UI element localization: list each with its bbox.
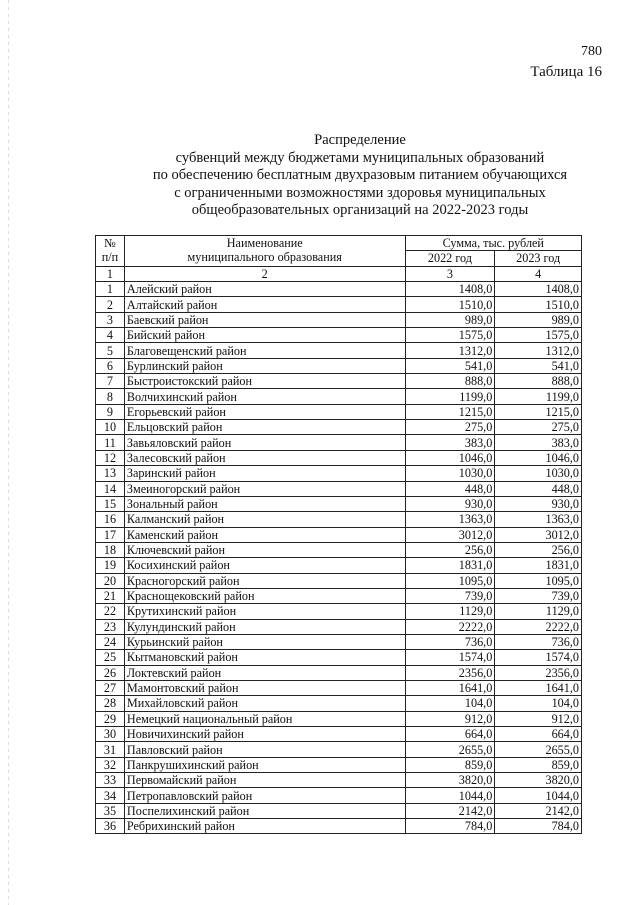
sum-2023: 1510,0 <box>495 297 582 312</box>
municipality-name: Немецкий национальный район <box>124 711 405 726</box>
municipality-name: Змеиногорский район <box>124 481 405 496</box>
sum-2022: 736,0 <box>405 634 495 649</box>
title-line: субвенций между бюджетами муниципальных образований <box>175 149 545 166</box>
row-number: 13 <box>96 466 125 481</box>
row-number: 25 <box>96 650 125 665</box>
municipality-name: Первомайский район <box>124 773 405 788</box>
sum-2022: 1574,0 <box>405 650 495 665</box>
municipality-name: Калманский район <box>124 512 405 527</box>
row-number: 31 <box>96 742 125 757</box>
sum-2022: 1199,0 <box>405 389 495 404</box>
table-row <box>96 757 582 772</box>
header-year-2022: 2022 год <box>405 251 495 266</box>
sum-2023: 1199,0 <box>495 389 582 404</box>
sum-2023: 1129,0 <box>495 604 582 619</box>
row-number: 27 <box>96 680 125 695</box>
municipality-name: Косихинский район <box>124 558 405 573</box>
table-row <box>96 558 582 573</box>
sum-2022: 1831,0 <box>405 558 495 573</box>
sum-2023: 2222,0 <box>495 619 582 634</box>
municipality-name: Кытмановский район <box>124 650 405 665</box>
sum-2022: 1641,0 <box>405 680 495 695</box>
sum-2023: 1312,0 <box>495 343 582 358</box>
sum-2022: 1044,0 <box>405 788 495 803</box>
sum-2022: 888,0 <box>405 374 495 389</box>
sum-2023: 1046,0 <box>495 450 582 465</box>
row-number: 20 <box>96 573 125 588</box>
row-number: 35 <box>96 803 125 818</box>
row-number: 4 <box>96 328 125 343</box>
row-number: 29 <box>96 711 125 726</box>
table-row <box>96 312 582 327</box>
sum-2022: 448,0 <box>405 481 495 496</box>
row-number: 7 <box>96 374 125 389</box>
municipality-name: Панкрушихинский район <box>124 757 405 772</box>
table-row <box>96 588 582 603</box>
row-number: 5 <box>96 343 125 358</box>
table-row <box>96 634 582 649</box>
sum-2022: 2356,0 <box>405 665 495 680</box>
table-row <box>96 297 582 312</box>
sum-2022: 3012,0 <box>405 527 495 542</box>
sum-2022: 275,0 <box>405 420 495 435</box>
municipality-name: Завьяловский район <box>124 435 405 450</box>
table-row <box>96 282 582 297</box>
row-number: 33 <box>96 773 125 788</box>
sum-2023: 275,0 <box>495 420 582 435</box>
sum-2023: 739,0 <box>495 588 582 603</box>
sum-2022: 3820,0 <box>405 773 495 788</box>
table-label: Таблица 16 <box>530 64 602 80</box>
municipality-name: Курьинский район <box>124 634 405 649</box>
row-number: 24 <box>96 634 125 649</box>
row-number: 21 <box>96 588 125 603</box>
municipality-name: Баевский район <box>124 312 405 327</box>
municipality-name: Краснощековский район <box>124 588 405 603</box>
row-number: 19 <box>96 558 125 573</box>
municipality-name: Крутихинский район <box>124 604 405 619</box>
sum-2023: 912,0 <box>495 711 582 726</box>
municipality-name: Кулундинский район <box>124 619 405 634</box>
title-line: общеобразовательных организаций на 2022-2023 годы <box>191 202 529 218</box>
sum-2023: 2356,0 <box>495 665 582 680</box>
municipality-name: Ребрихинский район <box>124 819 405 834</box>
table-row <box>96 773 582 788</box>
table-row <box>96 420 582 435</box>
table-row <box>96 696 582 711</box>
title-line: по обеспечению бесплатным двухразовым питанием обучающихся <box>152 167 568 183</box>
document-title <box>110 132 610 220</box>
municipality-name: Мамонтовский район <box>124 680 405 695</box>
sum-2022: 1510,0 <box>405 297 495 312</box>
table-row <box>96 680 582 695</box>
column-number: 2 <box>124 266 405 281</box>
municipality-name: Алтайский район <box>124 297 405 312</box>
sum-2023: 1408,0 <box>495 282 582 297</box>
table-row <box>96 742 582 757</box>
row-number: 36 <box>96 819 125 834</box>
sum-2022: 739,0 <box>405 588 495 603</box>
row-number: 2 <box>96 297 125 312</box>
row-number: 16 <box>96 512 125 527</box>
sum-2022: 989,0 <box>405 312 495 327</box>
sum-2022: 2142,0 <box>405 803 495 818</box>
municipality-name: Залесовский район <box>124 450 405 465</box>
sum-2022: 541,0 <box>405 358 495 373</box>
sum-2022: 256,0 <box>405 542 495 557</box>
sum-2023: 256,0 <box>495 542 582 557</box>
municipality-name: Локтевский район <box>124 665 405 680</box>
header-num: № п/п <box>96 236 125 267</box>
row-number: 3 <box>96 312 125 327</box>
row-number: 12 <box>96 450 125 465</box>
municipality-name: Поспелихинский район <box>124 803 405 818</box>
table-row <box>96 450 582 465</box>
row-number: 17 <box>96 527 125 542</box>
municipality-name: Заринский район <box>124 466 405 481</box>
municipality-name: Ключевский район <box>124 542 405 557</box>
row-number: 28 <box>96 696 125 711</box>
sum-2023: 930,0 <box>495 496 582 511</box>
municipality-name: Павловский район <box>124 742 405 757</box>
sum-2022: 784,0 <box>405 819 495 834</box>
municipality-name: Алейский район <box>124 282 405 297</box>
row-number: 10 <box>96 420 125 435</box>
sum-2023: 1641,0 <box>495 680 582 695</box>
sum-2022: 2655,0 <box>405 742 495 757</box>
table-row <box>96 619 582 634</box>
sum-2023: 2142,0 <box>495 803 582 818</box>
page-margin-line <box>8 0 9 905</box>
header-sum: Сумма, тыс. рублей <box>405 236 581 251</box>
municipality-name: Новичихинский район <box>124 727 405 742</box>
municipality-name: Егорьевский район <box>124 404 405 419</box>
municipality-name: Волчихинский район <box>124 389 405 404</box>
table-row <box>96 389 582 404</box>
municipality-name: Зональный район <box>124 496 405 511</box>
sum-2022: 664,0 <box>405 727 495 742</box>
sum-2022: 383,0 <box>405 435 495 450</box>
sum-2023: 1215,0 <box>495 404 582 419</box>
header-year-2023: 2023 год <box>495 251 582 266</box>
row-number: 8 <box>96 389 125 404</box>
subvention-table <box>95 235 582 834</box>
table-row <box>96 435 582 450</box>
table-row <box>96 527 582 542</box>
sum-2023: 1030,0 <box>495 466 582 481</box>
sum-2023: 1575,0 <box>495 328 582 343</box>
table-row <box>96 727 582 742</box>
sum-2022: 104,0 <box>405 696 495 711</box>
page-number: 780 <box>581 44 602 59</box>
header-name: Наименование муниципального образования <box>124 236 405 267</box>
row-number: 15 <box>96 496 125 511</box>
table-row <box>96 650 582 665</box>
sum-2023: 859,0 <box>495 757 582 772</box>
table-row <box>96 573 582 588</box>
municipality-name: Бийский район <box>124 328 405 343</box>
table-row <box>96 496 582 511</box>
column-number: 1 <box>96 266 125 281</box>
table-row <box>96 512 582 527</box>
table-row <box>96 481 582 496</box>
table-row <box>96 328 582 343</box>
sum-2023: 1095,0 <box>495 573 582 588</box>
sum-2023: 448,0 <box>495 481 582 496</box>
title-line: Распределение <box>314 132 406 148</box>
row-number: 6 <box>96 358 125 373</box>
table-row <box>96 803 582 818</box>
sum-2022: 1095,0 <box>405 573 495 588</box>
sum-2023: 2655,0 <box>495 742 582 757</box>
sum-2023: 383,0 <box>495 435 582 450</box>
row-number: 14 <box>96 481 125 496</box>
sum-2022: 2222,0 <box>405 619 495 634</box>
municipality-name: Петропавловский район <box>124 788 405 803</box>
row-number: 26 <box>96 665 125 680</box>
sum-2022: 1129,0 <box>405 604 495 619</box>
row-number: 32 <box>96 757 125 772</box>
sum-2023: 1044,0 <box>495 788 582 803</box>
municipality-name: Михайловский район <box>124 696 405 711</box>
table-row <box>96 665 582 680</box>
table-row <box>96 542 582 557</box>
municipality-name: Благовещенский район <box>124 343 405 358</box>
sum-2023: 1363,0 <box>495 512 582 527</box>
municipality-name: Бурлинский район <box>124 358 405 373</box>
table-row <box>96 374 582 389</box>
municipality-name: Ельцовский район <box>124 420 405 435</box>
sum-2022: 859,0 <box>405 757 495 772</box>
sum-2023: 3012,0 <box>495 527 582 542</box>
table-row <box>96 358 582 373</box>
table-row <box>96 343 582 358</box>
table-row <box>96 604 582 619</box>
row-number: 22 <box>96 604 125 619</box>
sum-2023: 3820,0 <box>495 773 582 788</box>
municipality-name: Быстроистокский район <box>124 374 405 389</box>
sum-2023: 888,0 <box>495 374 582 389</box>
row-number: 34 <box>96 788 125 803</box>
sum-2023: 784,0 <box>495 819 582 834</box>
row-number: 23 <box>96 619 125 634</box>
sum-2023: 1574,0 <box>495 650 582 665</box>
sum-2022: 1575,0 <box>405 328 495 343</box>
sum-2023: 104,0 <box>495 696 582 711</box>
municipality-name: Каменский район <box>124 527 405 542</box>
row-number: 30 <box>96 727 125 742</box>
row-number: 11 <box>96 435 125 450</box>
table-row <box>96 711 582 726</box>
table-row <box>96 466 582 481</box>
sum-2023: 989,0 <box>495 312 582 327</box>
row-number: 18 <box>96 542 125 557</box>
title-line: с ограниченными возможностями здоровья муниципальных <box>174 184 546 201</box>
table-body <box>96 282 582 834</box>
sum-2022: 1312,0 <box>405 343 495 358</box>
sum-2022: 1408,0 <box>405 282 495 297</box>
row-number: 1 <box>96 282 125 297</box>
sum-2022: 1030,0 <box>405 466 495 481</box>
municipality-name: Красногорский район <box>124 573 405 588</box>
sum-2022: 1363,0 <box>405 512 495 527</box>
table-row <box>96 404 582 419</box>
table-row <box>96 819 582 834</box>
row-number: 9 <box>96 404 125 419</box>
sum-2023: 736,0 <box>495 634 582 649</box>
sum-2022: 930,0 <box>405 496 495 511</box>
sum-2022: 912,0 <box>405 711 495 726</box>
column-number: 3 <box>405 266 495 281</box>
table-row <box>96 788 582 803</box>
sum-2023: 664,0 <box>495 727 582 742</box>
sum-2022: 1215,0 <box>405 404 495 419</box>
sum-2023: 1831,0 <box>495 558 582 573</box>
sum-2022: 1046,0 <box>405 450 495 465</box>
column-number: 4 <box>495 266 582 281</box>
sum-2023: 541,0 <box>495 358 582 373</box>
